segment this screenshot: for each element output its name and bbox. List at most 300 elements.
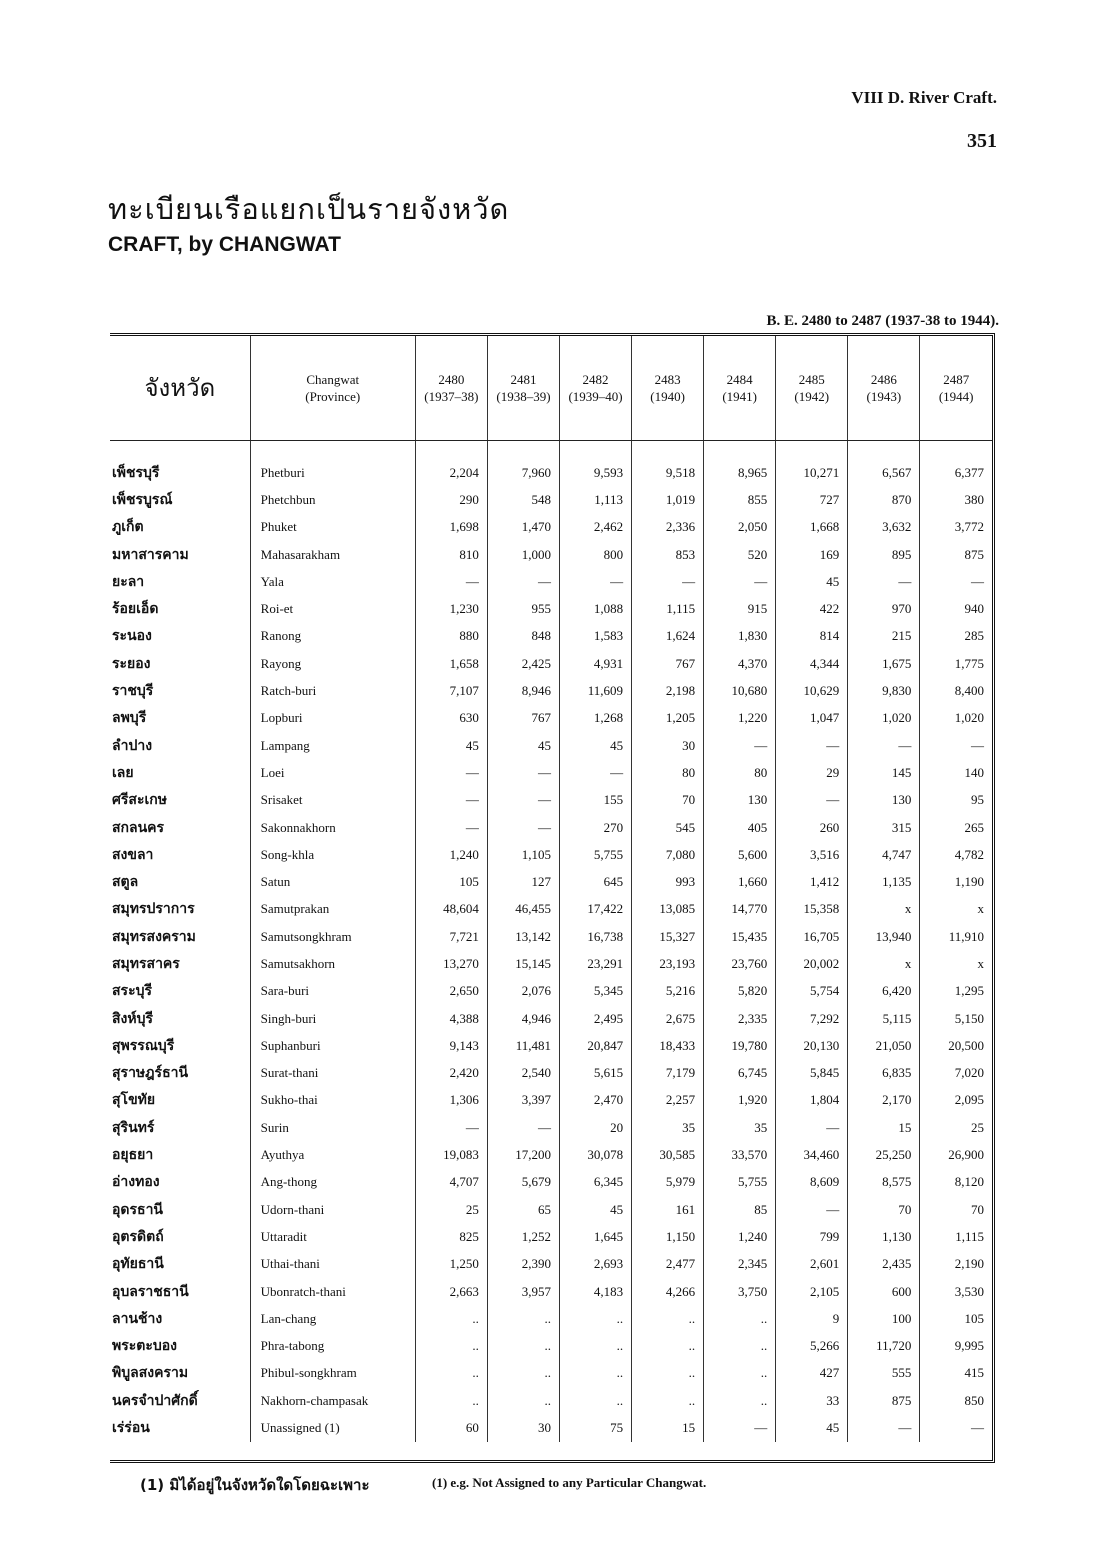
changwat-thai: อยุธยา <box>112 1147 154 1164</box>
craft-count: 5,820 <box>704 978 776 1005</box>
changwat-english: Udorn-thani <box>250 1196 415 1223</box>
changwat-thai: เพ็ชรบุรี <box>112 464 160 481</box>
craft-count: 10,680 <box>704 677 776 704</box>
craft-count: 1,240 <box>704 1223 776 1250</box>
craft-count: 1,135 <box>848 868 920 895</box>
craft-count: 2,425 <box>487 650 559 677</box>
craft-count: 799 <box>776 1223 848 1250</box>
craft-count: — <box>415 568 487 595</box>
craft-count: 380 <box>920 486 992 513</box>
craft-count: 895 <box>848 541 920 568</box>
changwat-thai: อุตรดิตถ์ <box>112 1228 164 1245</box>
craft-count: 1,920 <box>704 1087 776 1114</box>
craft-count: 2,601 <box>776 1251 848 1278</box>
craft-count: 23,760 <box>704 950 776 977</box>
craft-count: 405 <box>704 814 776 841</box>
craft-count: 545 <box>632 814 704 841</box>
craft-count: 1,130 <box>848 1223 920 1250</box>
changwat-english: Sara-buri <box>250 978 415 1005</box>
changwat-english: Uttaradit <box>250 1223 415 1250</box>
changwat-english: Singh-buri <box>250 1005 415 1032</box>
craft-count: 45 <box>559 732 631 759</box>
craft-count: 2,095 <box>920 1087 992 1114</box>
craft-count: 14,770 <box>704 896 776 923</box>
changwat-thai: อ่างทอง <box>112 1174 160 1191</box>
changwat-english: Ayuthya <box>250 1141 415 1168</box>
craft-count: 6,567 <box>848 441 920 487</box>
craft-count: 4,747 <box>848 841 920 868</box>
craft-count: 11,609 <box>559 677 631 704</box>
craft-count: — <box>415 1114 487 1141</box>
craft-count: 265 <box>920 814 992 841</box>
craft-count: 15,435 <box>704 923 776 950</box>
craft-count: 70 <box>848 1196 920 1223</box>
craft-count: 16,738 <box>559 923 631 950</box>
craft-count: 45 <box>415 732 487 759</box>
craft-count: 1,230 <box>415 595 487 622</box>
craft-count: 285 <box>920 623 992 650</box>
craft-count: 1,583 <box>559 623 631 650</box>
craft-count: 7,080 <box>632 841 704 868</box>
table-row <box>110 1333 992 1360</box>
craft-count: 30 <box>487 1414 559 1441</box>
title-english: CRAFT, by CHANGWAT <box>108 233 341 256</box>
craft-count: 1,268 <box>559 705 631 732</box>
column-header-year <box>415 336 487 441</box>
craft-count: 520 <box>704 541 776 568</box>
craft-count: 18,433 <box>632 1032 704 1059</box>
craft-count: 2,190 <box>920 1251 992 1278</box>
changwat-english: Srisaket <box>250 787 415 814</box>
column-header-year <box>776 336 848 441</box>
craft-count: 8,965 <box>704 441 776 487</box>
craft-count: 315 <box>848 814 920 841</box>
changwat-thai: ระยอง <box>112 655 151 672</box>
craft-count: 290 <box>415 486 487 513</box>
changwat-english: Ratch-buri <box>250 677 415 704</box>
craft-count: 645 <box>559 868 631 895</box>
table-row <box>110 541 992 568</box>
craft-count: — <box>415 759 487 786</box>
craft-count: 5,755 <box>704 1169 776 1196</box>
table-row <box>110 486 992 513</box>
table-row <box>110 677 992 704</box>
changwat-thai: สิงห์บุรี <box>112 1010 154 1027</box>
craft-count: 1,019 <box>632 486 704 513</box>
craft-count: 1,020 <box>848 705 920 732</box>
changwat-thai: สุรินทร์ <box>112 1119 155 1136</box>
craft-count: 70 <box>920 1196 992 1223</box>
data-table-frame <box>110 333 995 1463</box>
craft-count: 3,772 <box>920 514 992 541</box>
craft-count: 2,198 <box>632 677 704 704</box>
craft-count: 3,530 <box>920 1278 992 1305</box>
year-ad: (1941) <box>722 389 758 404</box>
changwat-english: Lampang <box>250 732 415 759</box>
table-row <box>110 705 992 732</box>
craft-count: 9,830 <box>848 677 920 704</box>
craft-count: 3,957 <box>487 1278 559 1305</box>
craft-count: 1,668 <box>776 514 848 541</box>
changwat-thai: ร้อยเอ็ด <box>112 601 159 618</box>
craft-count: 20,500 <box>920 1032 992 1059</box>
table-row <box>110 923 992 950</box>
craft-count: 140 <box>920 759 992 786</box>
craft-count: 727 <box>776 486 848 513</box>
craft-count: 5,979 <box>632 1169 704 1196</box>
changwat-english: Surin <box>250 1114 415 1141</box>
craft-count: — <box>487 759 559 786</box>
changwat-english: Song-khla <box>250 841 415 868</box>
craft-count: 2,420 <box>415 1060 487 1087</box>
table-row <box>110 759 992 786</box>
changwat-thai: ลพบุรี <box>112 710 147 727</box>
craft-count: 169 <box>776 541 848 568</box>
table-row <box>110 568 992 595</box>
craft-count: 2,336 <box>632 514 704 541</box>
craft-count: .. <box>632 1305 704 1332</box>
craft-count: 70 <box>632 787 704 814</box>
craft-count: 75 <box>559 1414 631 1441</box>
craft-count: 767 <box>487 705 559 732</box>
craft-count: — <box>704 568 776 595</box>
craft-count: 4,946 <box>487 1005 559 1032</box>
craft-count: 26,900 <box>920 1141 992 1168</box>
craft-count: 5,755 <box>559 841 631 868</box>
craft-count: 4,707 <box>415 1169 487 1196</box>
table-body <box>110 441 992 1442</box>
craft-count: 20,847 <box>559 1032 631 1059</box>
craft-count: .. <box>487 1333 559 1360</box>
craft-count: 1,240 <box>415 841 487 868</box>
craft-count: 875 <box>848 1387 920 1414</box>
changwat-english: Lan-chang <box>250 1305 415 1332</box>
craft-count: .. <box>415 1360 487 1387</box>
craft-count: 2,470 <box>559 1087 631 1114</box>
changwat-english: Phetchbun <box>250 486 415 513</box>
year-ad: (1939–40) <box>568 389 623 404</box>
table-row <box>110 950 992 977</box>
craft-count: 15 <box>632 1414 704 1441</box>
changwat-thai: ราชบุรี <box>112 683 154 700</box>
craft-count: 2,257 <box>632 1087 704 1114</box>
craft-count: 422 <box>776 595 848 622</box>
craft-count: 810 <box>415 541 487 568</box>
table-row <box>110 732 992 759</box>
changwat-english: Unassigned (1) <box>250 1414 415 1441</box>
craft-count: 65 <box>487 1196 559 1223</box>
craft-count: 6,420 <box>848 978 920 1005</box>
year-be: 2483 <box>654 372 681 387</box>
craft-count: 130 <box>704 787 776 814</box>
craft-count: 9 <box>776 1305 848 1332</box>
craft-count: 270 <box>559 814 631 841</box>
year-be: 2481 <box>510 372 537 387</box>
craft-count: — <box>776 732 848 759</box>
table-row <box>110 1251 992 1278</box>
changwat-thai: อุทัยธานี <box>112 1256 164 1273</box>
craft-count: 80 <box>632 759 704 786</box>
year-be: 2480 <box>438 372 465 387</box>
changwat-english: Phibul-songkhram <box>250 1360 415 1387</box>
craft-count: 8,575 <box>848 1169 920 1196</box>
craft-count: 17,422 <box>559 896 631 923</box>
craft-count: 13,270 <box>415 950 487 977</box>
craft-count: 45 <box>559 1196 631 1223</box>
craft-count: 2,462 <box>559 514 631 541</box>
craft-count: 1,115 <box>632 595 704 622</box>
craft-count: 2,477 <box>632 1251 704 1278</box>
craft-count: 1,205 <box>632 705 704 732</box>
craft-count: 2,204 <box>415 441 487 487</box>
footnote-thai: (1) มิได้อยู่ในจังหวัดใดโดยฉะเพาะ <box>140 1476 370 1494</box>
changwat-thai: สุโขทัย <box>112 1092 156 1109</box>
year-be: 2486 <box>870 372 897 387</box>
craft-count: 1,624 <box>632 623 704 650</box>
craft-count: — <box>776 1196 848 1223</box>
table-row <box>110 1196 992 1223</box>
craft-count: .. <box>704 1360 776 1387</box>
changwat-english: Loei <box>250 759 415 786</box>
craft-count: 105 <box>920 1305 992 1332</box>
craft-count: 9,593 <box>559 441 631 487</box>
changwat-english: Phuket <box>250 514 415 541</box>
craft-count: 427 <box>776 1360 848 1387</box>
year-ad: (1940) <box>650 389 685 404</box>
changwat-english: Rayong <box>250 650 415 677</box>
craft-count: 46,455 <box>487 896 559 923</box>
craft-count: — <box>487 1114 559 1141</box>
craft-count: 25,250 <box>848 1141 920 1168</box>
craft-count: 1,250 <box>415 1251 487 1278</box>
craft-count: 5,115 <box>848 1005 920 1032</box>
craft-count: 11,720 <box>848 1333 920 1360</box>
period-label: B. E. 2480 to 2487 (1937-38 to 1944). <box>766 313 999 329</box>
changwat-thai: อุดรธานี <box>112 1201 163 1218</box>
table-row <box>110 441 992 487</box>
craft-count: — <box>415 787 487 814</box>
table-row <box>110 1387 992 1414</box>
craft-count: — <box>704 732 776 759</box>
craft-count: 800 <box>559 541 631 568</box>
craft-count: 1,804 <box>776 1087 848 1114</box>
craft-count: 9,518 <box>632 441 704 487</box>
year-be: 2485 <box>798 372 825 387</box>
craft-count: 23,291 <box>559 950 631 977</box>
changwat-thai: พระตะบอง <box>112 1338 178 1355</box>
craft-count: 4,344 <box>776 650 848 677</box>
craft-count: 215 <box>848 623 920 650</box>
craft-count: — <box>415 814 487 841</box>
craft-count: 4,370 <box>704 650 776 677</box>
craft-count: .. <box>415 1305 487 1332</box>
craft-count: 848 <box>487 623 559 650</box>
craft-count: 85 <box>704 1196 776 1223</box>
year-ad: (1944) <box>938 389 974 404</box>
craft-count: 1,150 <box>632 1223 704 1250</box>
craft-count: — <box>487 568 559 595</box>
craft-count: 155 <box>559 787 631 814</box>
changwat-english: Suphanburi <box>250 1032 415 1059</box>
craft-count: — <box>487 814 559 841</box>
craft-count: 415 <box>920 1360 992 1387</box>
craft-count: 2,170 <box>848 1087 920 1114</box>
craft-count: — <box>559 759 631 786</box>
craft-count: 2,345 <box>704 1251 776 1278</box>
craft-count: 2,105 <box>776 1278 848 1305</box>
craft-count: 5,345 <box>559 978 631 1005</box>
craft-count: 1,470 <box>487 514 559 541</box>
craft-count: 30,078 <box>559 1141 631 1168</box>
craft-count: 1,675 <box>848 650 920 677</box>
craft-count: .. <box>415 1387 487 1414</box>
craft-count: 9,143 <box>415 1032 487 1059</box>
craft-count: — <box>920 1414 992 1441</box>
changwat-thai: มหาสารคาม <box>112 546 189 563</box>
year-be: 2487 <box>943 372 970 387</box>
craft-count: 6,835 <box>848 1060 920 1087</box>
craft-count: .. <box>559 1305 631 1332</box>
craft-count: .. <box>704 1387 776 1414</box>
craft-count: — <box>848 732 920 759</box>
year-ad: (1943) <box>866 389 902 404</box>
changwat-english: Lopburi <box>250 705 415 732</box>
craft-count: 630 <box>415 705 487 732</box>
changwat-thai: สมุทรสงคราม <box>112 928 196 945</box>
table-row <box>110 1414 992 1441</box>
changwat-english: Ang-thong <box>250 1169 415 1196</box>
changwat-english: Sukho-thai <box>250 1087 415 1114</box>
craft-count: 3,397 <box>487 1087 559 1114</box>
craft-count: 6,377 <box>920 441 992 487</box>
craft-count: 814 <box>776 623 848 650</box>
craft-count: 853 <box>632 541 704 568</box>
craft-count: 6,345 <box>559 1169 631 1196</box>
section-header: VIII D. River Craft. <box>851 88 997 107</box>
craft-count: 2,495 <box>559 1005 631 1032</box>
craft-count: 7,721 <box>415 923 487 950</box>
craft-count: 7,292 <box>776 1005 848 1032</box>
craft-count: 45 <box>776 568 848 595</box>
craft-count: 2,076 <box>487 978 559 1005</box>
craft-count: 13,940 <box>848 923 920 950</box>
changwat-thai: สงขลา <box>112 846 154 863</box>
craft-count: 13,142 <box>487 923 559 950</box>
craft-count: — <box>920 568 992 595</box>
changwat-thai: อุบลราชธานี <box>112 1283 189 1300</box>
craft-count: 870 <box>848 486 920 513</box>
changwat-english: Yala <box>250 568 415 595</box>
craft-count: 5,754 <box>776 978 848 1005</box>
column-header-thai: จังหวัด <box>110 336 250 441</box>
craft-count: x <box>920 896 992 923</box>
craft-count: 105 <box>415 868 487 895</box>
craft-count: 2,390 <box>487 1251 559 1278</box>
craft-count: — <box>776 1114 848 1141</box>
craft-count: 15,358 <box>776 896 848 923</box>
table-row <box>110 1087 992 1114</box>
changwat-english: Samutprakan <box>250 896 415 923</box>
craft-count: 2,650 <box>415 978 487 1005</box>
craft-count: 80 <box>704 759 776 786</box>
craft-count: 1,000 <box>487 541 559 568</box>
changwat-english: Ubonratch-thani <box>250 1278 415 1305</box>
table-row <box>110 1223 992 1250</box>
craft-count: 1,252 <box>487 1223 559 1250</box>
craft-count: 555 <box>848 1360 920 1387</box>
craft-count: 8,946 <box>487 677 559 704</box>
craft-count: .. <box>415 1333 487 1360</box>
craft-count: 5,150 <box>920 1005 992 1032</box>
table-row <box>110 1278 992 1305</box>
changwat-english: Sakonnakhorn <box>250 814 415 841</box>
craft-count: 2,663 <box>415 1278 487 1305</box>
column-header-province <box>250 336 415 441</box>
changwat-thai: สมุทรปราการ <box>112 901 195 918</box>
table-row <box>110 896 992 923</box>
craft-count: 17,200 <box>487 1141 559 1168</box>
craft-count: 4,388 <box>415 1005 487 1032</box>
table-header-row <box>110 336 992 441</box>
craft-count: 3,750 <box>704 1278 776 1305</box>
craft-count: 19,083 <box>415 1141 487 1168</box>
table-row <box>110 1360 992 1387</box>
craft-count: 95 <box>920 787 992 814</box>
year-be: 2482 <box>582 372 609 387</box>
changwat-thai: สมุทรสาคร <box>112 955 180 972</box>
craft-count: 600 <box>848 1278 920 1305</box>
changwat-thai: เพ็ชรบูรณ์ <box>112 491 173 508</box>
changwat-english: Mahasarakham <box>250 541 415 568</box>
craft-count: 34,460 <box>776 1141 848 1168</box>
craft-count: 970 <box>848 595 920 622</box>
craft-count: 993 <box>632 868 704 895</box>
craft-count: 8,609 <box>776 1169 848 1196</box>
craft-count: 145 <box>848 759 920 786</box>
craft-count: 8,120 <box>920 1169 992 1196</box>
craft-count: — <box>704 1414 776 1441</box>
craft-count: — <box>848 568 920 595</box>
changwat-thai: ศรีสะเกษ <box>112 792 167 809</box>
changwat-thai: สกลนคร <box>112 819 165 836</box>
table-row <box>110 1169 992 1196</box>
changwat-english: Phetburi <box>250 441 415 487</box>
craft-count: 1,295 <box>920 978 992 1005</box>
craft-count: 11,481 <box>487 1032 559 1059</box>
craft-count: 33,570 <box>704 1141 776 1168</box>
craft-count: x <box>848 896 920 923</box>
craft-count: 130 <box>848 787 920 814</box>
changwat-thai: สตูล <box>112 874 139 891</box>
craft-count: 7,107 <box>415 677 487 704</box>
craft-count: 30 <box>632 732 704 759</box>
year-ad: (1937–38) <box>424 389 479 404</box>
changwat-english: Satun <box>250 868 415 895</box>
craft-count: 25 <box>415 1196 487 1223</box>
craft-count: 7,960 <box>487 441 559 487</box>
changwat-thai: ลำปาง <box>112 737 153 754</box>
changwat-thai: สุราษฎร์ธานี <box>112 1065 189 1082</box>
craft-count: 955 <box>487 595 559 622</box>
craft-count: 20,130 <box>776 1032 848 1059</box>
craft-count: 5,679 <box>487 1169 559 1196</box>
craft-count: .. <box>704 1333 776 1360</box>
changwat-thai: นครจำปาศักดิ์ <box>112 1392 198 1409</box>
craft-count: 1,412 <box>776 868 848 895</box>
changwat-thai: ระนอง <box>112 628 152 645</box>
table-row <box>110 787 992 814</box>
craft-count: 15 <box>848 1114 920 1141</box>
